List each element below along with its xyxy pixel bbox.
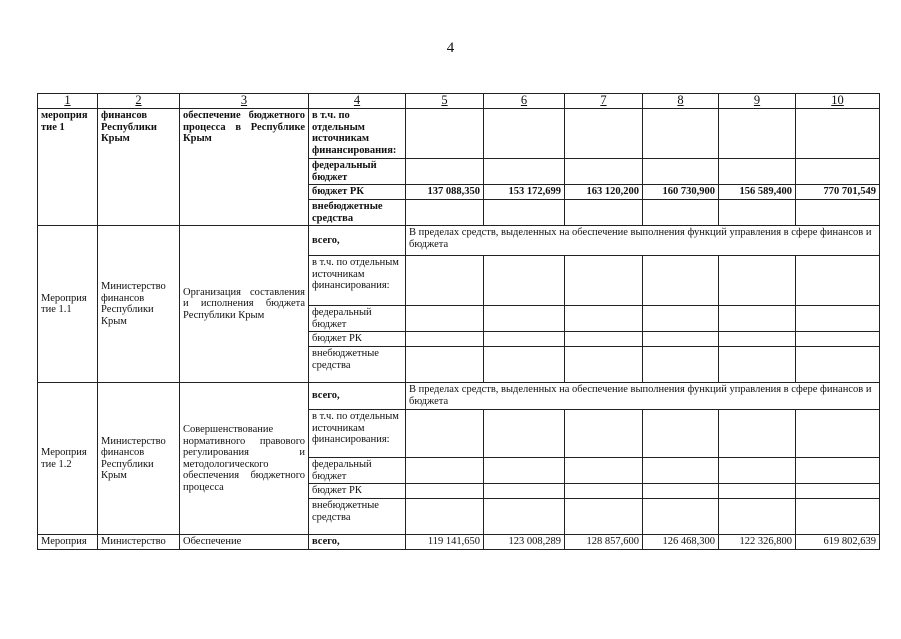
- col-header-1: 1: [38, 94, 98, 109]
- rk-value: 156 589,400: [719, 185, 796, 200]
- measure-cell: Мероприя тие 1.2: [38, 383, 98, 535]
- table-row: [38, 535, 880, 550]
- rk-label: бюджет РК: [309, 484, 406, 499]
- budget-table: [37, 93, 880, 550]
- federal-label: федеральный бюджет: [309, 159, 406, 185]
- measure-cell: мероприя тие 1: [38, 109, 98, 226]
- rk-value: 163 120,200: [565, 185, 643, 200]
- executor-cell: Министерство: [98, 535, 180, 550]
- executor-cell: Министерство финансов Республики Крым: [98, 226, 180, 383]
- total-label: всего,: [309, 226, 406, 256]
- source-label: в т.ч. по отдельным источникам финансирования:: [309, 109, 406, 159]
- table-row: [38, 383, 880, 410]
- col-header-2: 2: [98, 94, 180, 109]
- rk-value: 153 172,699: [484, 185, 565, 200]
- rk-label: бюджет РК: [309, 185, 406, 200]
- total-value: 122 326,800: [719, 535, 796, 550]
- rk-label: бюджет РК: [309, 332, 406, 347]
- federal-label: федеральный бюджет: [309, 306, 406, 332]
- total-value: 123 008,289: [484, 535, 565, 550]
- total-value: 126 468,300: [643, 535, 719, 550]
- description-cell: Совершенствование нормативного правового регулирования и методологического обеспечения бюджетного процесса: [180, 383, 309, 535]
- col-header-10: 10: [796, 94, 880, 109]
- federal-label: федеральный бюджет: [309, 458, 406, 484]
- total-label: всего,: [309, 535, 406, 550]
- extra-label: внебюджетные средства: [309, 347, 406, 383]
- note-cell: В пределах средств, выделенных на обеспечение выполнения функций управления в сфере финансов и бюджета: [406, 383, 880, 410]
- col-header-8: 8: [643, 94, 719, 109]
- total-value: 128 857,600: [565, 535, 643, 550]
- table-row: [38, 226, 880, 256]
- table-row: [38, 109, 880, 159]
- rk-value: 770 701,549: [796, 185, 880, 200]
- total-value: 619 802,639: [796, 535, 880, 550]
- note-cell: В пределах средств, выделенных на обеспечение выполнения функций управления в сфере финансов и бюджета: [406, 226, 880, 256]
- rk-value: 160 730,900: [643, 185, 719, 200]
- source-label: в т.ч. по отдельным источникам финансирования:: [309, 410, 406, 458]
- description-cell: обеспечение бюджетного процесса в Республике Крым: [180, 109, 309, 226]
- total-label: всего,: [309, 383, 406, 410]
- extra-label: внебюджетные средства: [309, 499, 406, 535]
- rk-value: 137 088,350: [406, 185, 484, 200]
- executor-cell: финансов Республики Крым: [98, 109, 180, 226]
- measure-cell: Мероприя тие 1.1: [38, 226, 98, 383]
- extra-label: внебюджетные средства: [309, 200, 406, 226]
- col-header-9: 9: [719, 94, 796, 109]
- header-row: [38, 94, 880, 109]
- col-header-6: 6: [484, 94, 565, 109]
- executor-cell: Министерство финансов Республики Крым: [98, 383, 180, 535]
- description-cell: Обеспечение: [180, 535, 309, 550]
- total-value: 119 141,650: [406, 535, 484, 550]
- page-number: 4: [446, 40, 455, 56]
- col-header-3: 3: [180, 94, 309, 109]
- source-label: в т.ч. по отдельным источникам финансирования:: [309, 256, 406, 306]
- measure-cell: Мероприя: [38, 535, 98, 550]
- col-header-4: 4: [309, 94, 406, 109]
- col-header-5: 5: [406, 94, 484, 109]
- col-header-7: 7: [565, 94, 643, 109]
- description-cell: Организация составления и исполнения бюджета Республики Крым: [180, 226, 309, 383]
